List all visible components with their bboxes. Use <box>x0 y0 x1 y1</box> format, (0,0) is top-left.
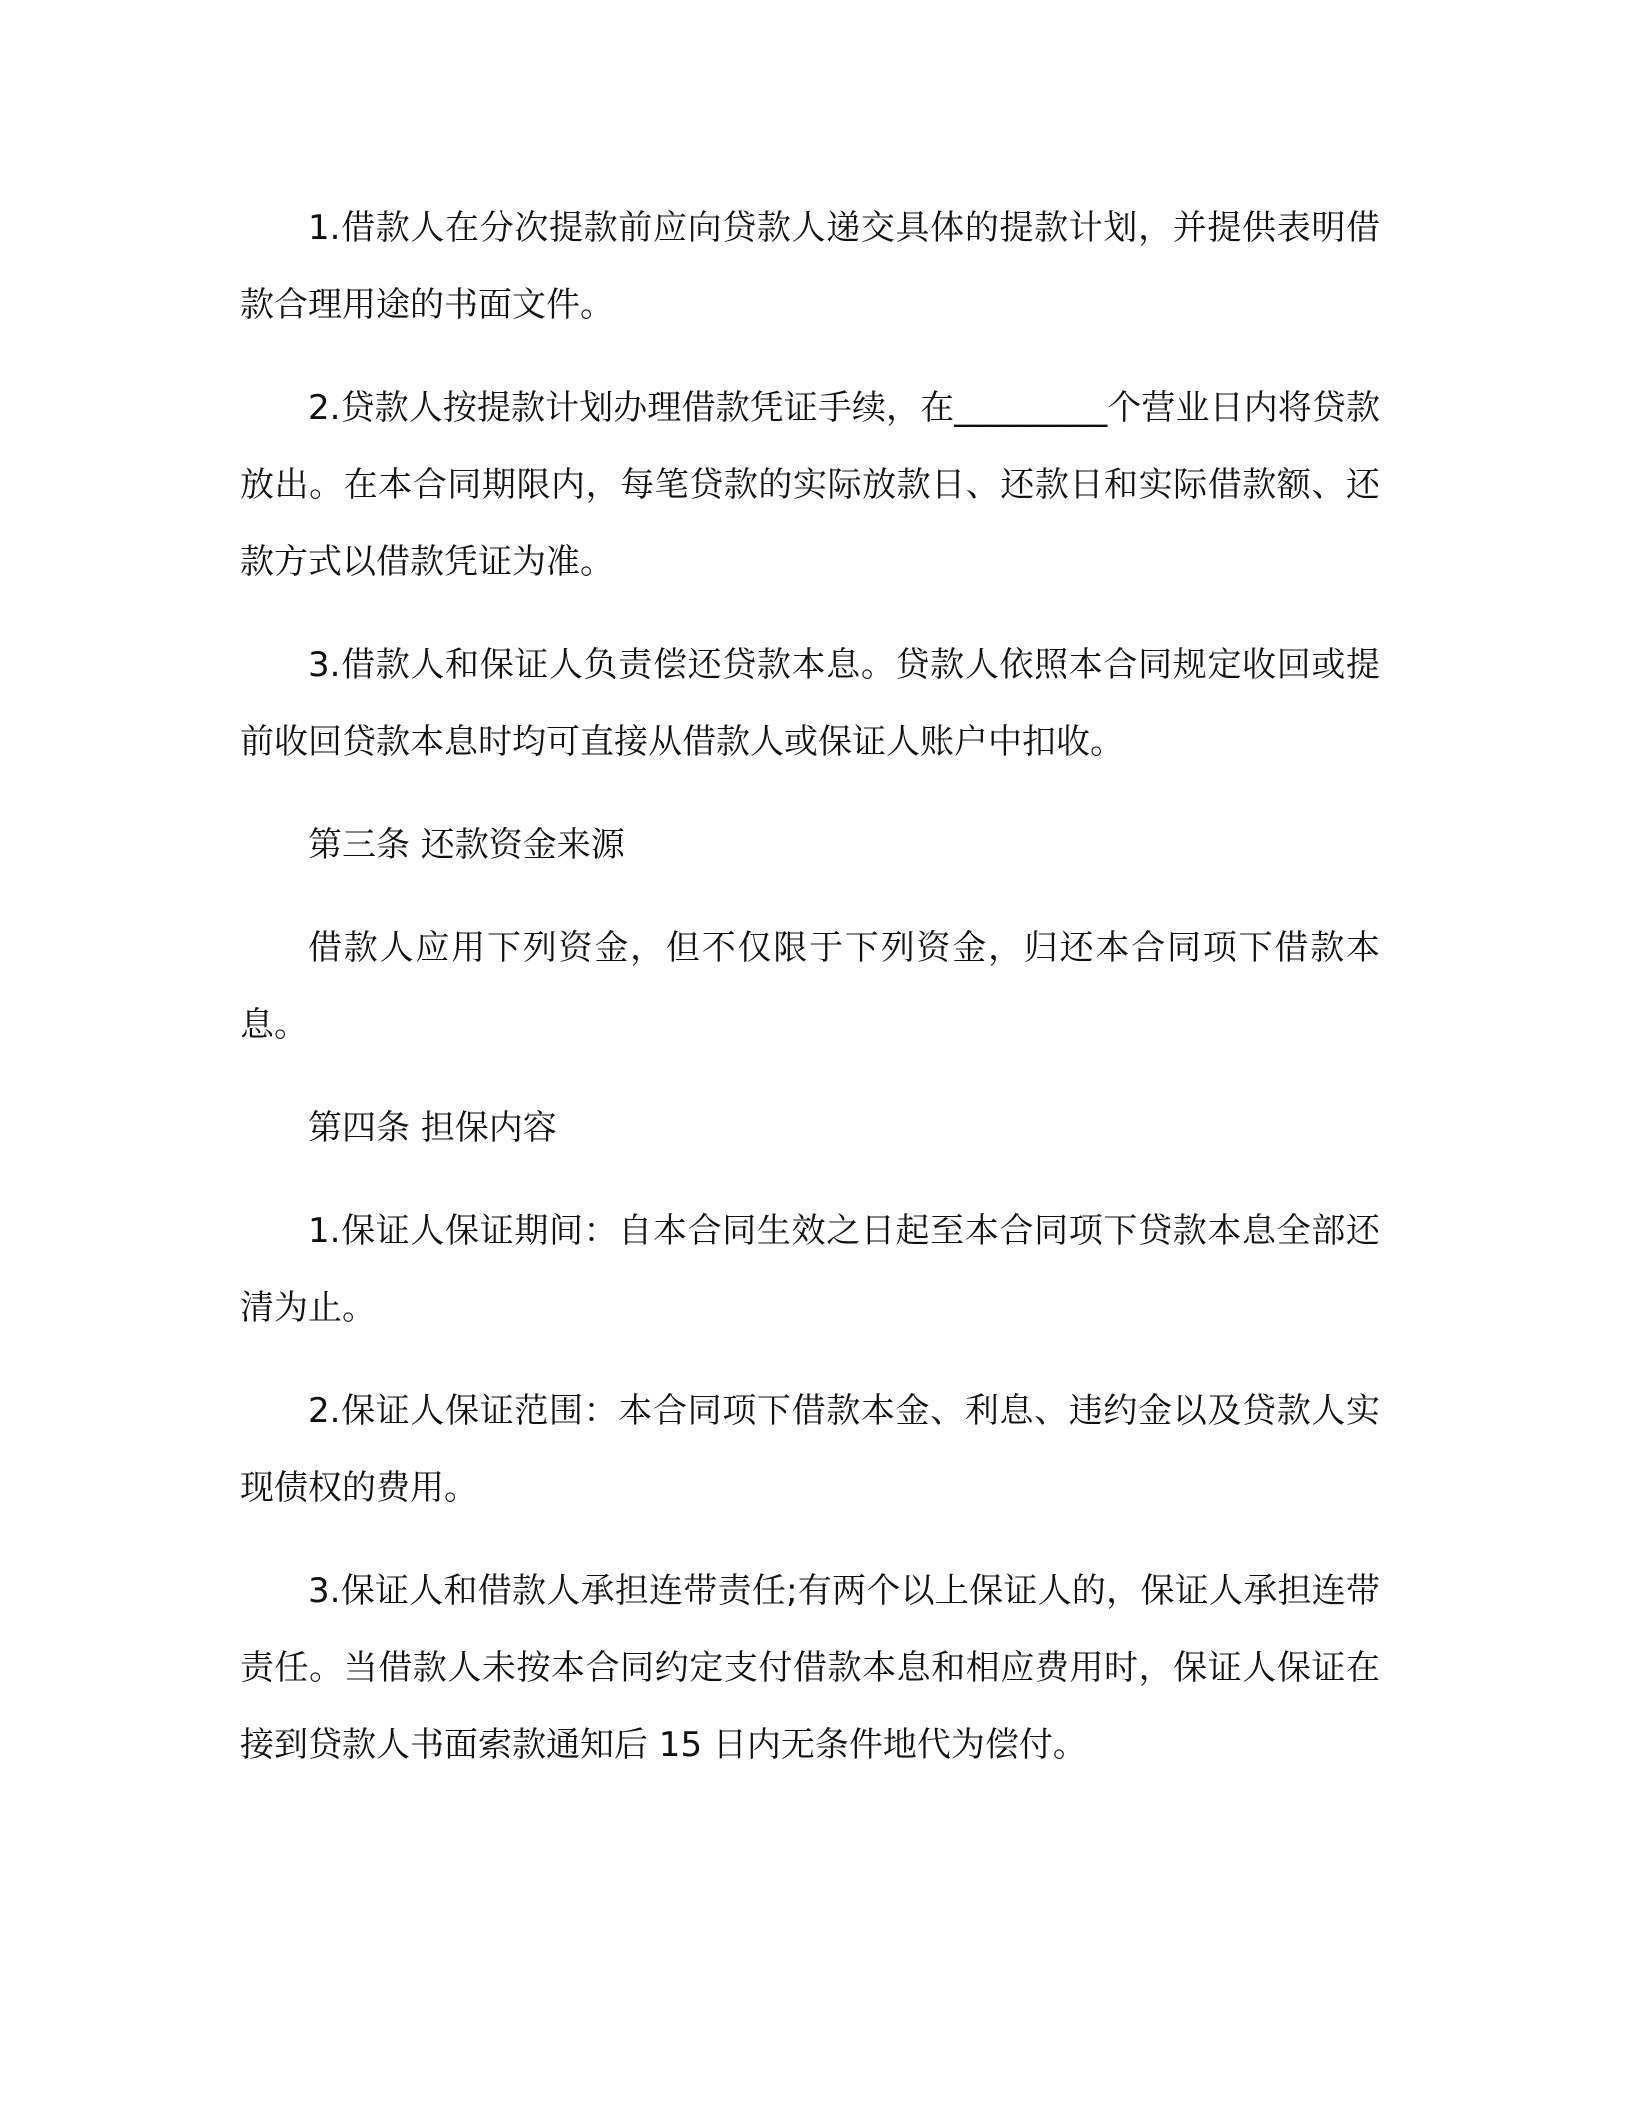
paragraph-joint-liability: 3.保证人和借款人承担连带责任;有两个以上保证人的，保证人承担连带责任。当借款人未按本合同约定支付借款本息和相应费用时，保证人保证在接到贷款人书面索款通知后 15 日内无条件地代为偿付。 <box>240 1571 1380 1765</box>
heading-article-4: 第四条 担保内容 <box>308 1108 557 1148</box>
document-body <box>240 190 1380 1810</box>
paragraph-guarantee-period: 1.保证人保证期间：自本合同生效之日起至本合同项下贷款本息全部还清为止。 <box>240 1211 1380 1328</box>
paragraph-loan-release: 2.贷款人按提款计划办理借款凭证手续，在_________个营业日内将贷款放出。在本合同期限内，每笔贷款的实际放款日、还款日和实际借款额、还款方式以借款凭证为准。 <box>240 388 1380 582</box>
paragraph-guarantee-scope: 2.保证人保证范围：本合同项下借款本金、利息、违约金以及贷款人实现债权的费用。 <box>240 1391 1380 1508</box>
heading-article-3: 第三条 还款资金来源 <box>308 825 625 865</box>
paragraph-drawdown-plan: 1.借款人在分次提款前应向贷款人递交具体的提款计划，并提供表明借款合理用途的书面文件。 <box>240 208 1380 325</box>
paragraph-repayment-funds: 借款人应用下列资金，但不仅限于下列资金，归还本合同项下借款本息。 <box>240 928 1380 1045</box>
paragraph-repayment-responsibility: 3.借款人和保证人负责偿还贷款本息。贷款人依照本合同规定收回或提前收回贷款本息时均可直接从借款人或保证人账户中扣收。 <box>240 645 1380 762</box>
